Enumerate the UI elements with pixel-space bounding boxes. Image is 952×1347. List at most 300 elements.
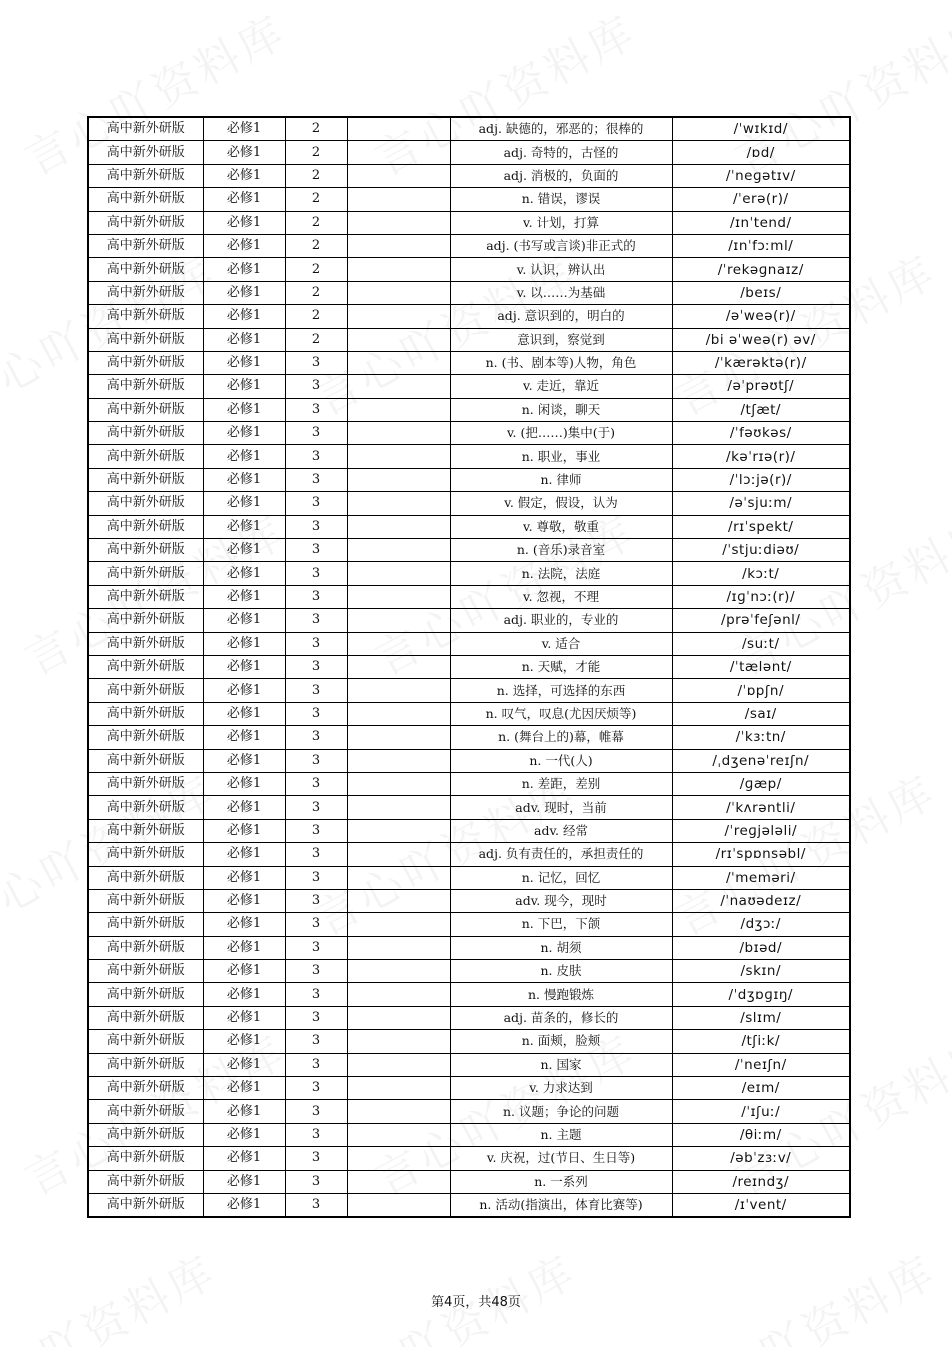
volume-cell: 必修1	[203, 749, 285, 772]
word-cell	[347, 211, 450, 234]
phonetic-cell: /ɪɡˈnɔː(r)/	[672, 585, 850, 608]
volume-cell: 必修1	[203, 936, 285, 959]
phonetic-cell: /dʒɔː/	[672, 913, 850, 936]
unit-cell: 2	[285, 211, 347, 234]
word-cell	[347, 141, 450, 164]
table-row	[88, 1100, 850, 1123]
table-row	[88, 936, 850, 959]
textbook-cell: 高中新外研版	[88, 188, 203, 211]
phonetic-cell: /əbˈzɜːv/	[672, 1147, 850, 1170]
textbook-cell: 高中新外研版	[88, 351, 203, 374]
volume-cell: 必修1	[203, 351, 285, 374]
word-cell	[347, 585, 450, 608]
unit-cell: 3	[285, 983, 347, 1006]
word-cell	[347, 936, 450, 959]
unit-cell: 3	[285, 351, 347, 374]
word-cell	[347, 468, 450, 491]
volume-cell: 必修1	[203, 515, 285, 538]
phonetic-cell: /ˌdʒenəˈreɪʃn/	[672, 749, 850, 772]
word-cell	[347, 655, 450, 678]
volume-cell: 必修1	[203, 632, 285, 655]
unit-cell: 2	[285, 141, 347, 164]
phonetic-cell: /ˈlɔːjə(r)/	[672, 468, 850, 491]
word-cell	[347, 351, 450, 374]
unit-cell: 3	[285, 1193, 347, 1217]
unit-cell: 2	[285, 281, 347, 304]
unit-cell: 2	[285, 188, 347, 211]
textbook-cell: 高中新外研版	[88, 468, 203, 491]
meaning-cell: adj. (书写或言谈)非正式的	[450, 234, 672, 257]
table-row	[88, 913, 850, 936]
unit-cell: 3	[285, 1030, 347, 1053]
word-cell	[347, 866, 450, 889]
volume-cell: 必修1	[203, 960, 285, 983]
textbook-cell: 高中新外研版	[88, 655, 203, 678]
word-cell	[347, 281, 450, 304]
word-cell	[347, 702, 450, 725]
table-row	[88, 422, 850, 445]
phonetic-cell: /ɪnˈtend/	[672, 211, 850, 234]
meaning-cell: v. 适合	[450, 632, 672, 655]
textbook-cell: 高中新外研版	[88, 1030, 203, 1053]
textbook-cell: 高中新外研版	[88, 375, 203, 398]
phonetic-cell: /suːt/	[672, 632, 850, 655]
volume-cell: 必修1	[203, 281, 285, 304]
volume-cell: 必修1	[203, 679, 285, 702]
unit-cell: 3	[285, 655, 347, 678]
phonetic-cell: /tʃæt/	[672, 398, 850, 421]
vocabulary-table-body	[88, 117, 850, 1217]
textbook-cell: 高中新外研版	[88, 936, 203, 959]
textbook-cell: 高中新外研版	[88, 843, 203, 866]
table-row	[88, 1147, 850, 1170]
word-cell	[347, 398, 450, 421]
volume-cell: 必修1	[203, 328, 285, 351]
volume-cell: 必修1	[203, 305, 285, 328]
phonetic-cell: /prəˈfeʃənl/	[672, 609, 850, 632]
phonetic-cell: /skɪn/	[672, 960, 850, 983]
volume-cell: 必修1	[203, 655, 285, 678]
volume-cell: 必修1	[203, 1170, 285, 1193]
table-row	[88, 211, 850, 234]
word-cell	[347, 328, 450, 351]
meaning-cell: v. 认识，辨认出	[450, 258, 672, 281]
phonetic-cell: /ɪˈvent/	[672, 1193, 850, 1217]
word-cell	[347, 609, 450, 632]
textbook-cell: 高中新外研版	[88, 866, 203, 889]
word-cell	[347, 960, 450, 983]
word-cell	[347, 726, 450, 749]
phonetic-cell: /ˈerə(r)/	[672, 188, 850, 211]
meaning-cell: n. 下巴，下颌	[450, 913, 672, 936]
unit-cell: 3	[285, 632, 347, 655]
volume-cell: 必修1	[203, 1123, 285, 1146]
word-cell	[347, 889, 450, 912]
meaning-cell: n. 记忆，回忆	[450, 866, 672, 889]
word-cell	[347, 983, 450, 1006]
textbook-cell: 高中新外研版	[88, 1053, 203, 1076]
meaning-cell: adj. 意识到的，明白的	[450, 305, 672, 328]
unit-cell: 3	[285, 515, 347, 538]
textbook-cell: 高中新外研版	[88, 1077, 203, 1100]
textbook-cell: 高中新外研版	[88, 1170, 203, 1193]
textbook-cell: 高中新外研版	[88, 1100, 203, 1123]
table-row	[88, 117, 850, 141]
table-row	[88, 164, 850, 187]
phonetic-cell: /beɪs/	[672, 281, 850, 304]
textbook-cell: 高中新外研版	[88, 1147, 203, 1170]
phonetic-cell: /ɪnˈfɔːml/	[672, 234, 850, 257]
textbook-cell: 高中新外研版	[88, 702, 203, 725]
unit-cell: 3	[285, 819, 347, 842]
meaning-cell: n. 议题；争论的问题	[450, 1100, 672, 1123]
meaning-cell: 意识到，察觉到	[450, 328, 672, 351]
volume-cell: 必修1	[203, 913, 285, 936]
table-row	[88, 609, 850, 632]
meaning-cell: n. 法院，法庭	[450, 562, 672, 585]
meaning-cell: adj. 奇特的，古怪的	[450, 141, 672, 164]
word-cell	[347, 749, 450, 772]
textbook-cell: 高中新外研版	[88, 1123, 203, 1146]
word-cell	[347, 1030, 450, 1053]
textbook-cell: 高中新外研版	[88, 164, 203, 187]
textbook-cell: 高中新外研版	[88, 913, 203, 936]
unit-cell: 3	[285, 1170, 347, 1193]
phonetic-cell: /ˈrekəɡnaɪz/	[672, 258, 850, 281]
word-cell	[347, 234, 450, 257]
table-row	[88, 889, 850, 912]
volume-cell: 必修1	[203, 843, 285, 866]
table-row	[88, 819, 850, 842]
word-cell	[347, 1147, 450, 1170]
phonetic-cell: /ˈmeməri/	[672, 866, 850, 889]
volume-cell: 必修1	[203, 1053, 285, 1076]
word-cell	[347, 632, 450, 655]
word-cell	[347, 819, 450, 842]
volume-cell: 必修1	[203, 819, 285, 842]
word-cell	[347, 375, 450, 398]
phonetic-cell: /ˈfəʊkəs/	[672, 422, 850, 445]
phonetic-cell: /ˈkɜːtn/	[672, 726, 850, 749]
textbook-cell: 高中新外研版	[88, 796, 203, 819]
textbook-cell: 高中新外研版	[88, 749, 203, 772]
phonetic-cell: /slɪm/	[672, 1006, 850, 1029]
table-row	[88, 375, 850, 398]
word-cell	[347, 492, 450, 515]
unit-cell: 3	[285, 1123, 347, 1146]
volume-cell: 必修1	[203, 889, 285, 912]
textbook-cell: 高中新外研版	[88, 1193, 203, 1217]
table-row	[88, 1077, 850, 1100]
table-row	[88, 702, 850, 725]
word-cell	[347, 843, 450, 866]
unit-cell: 3	[285, 749, 347, 772]
textbook-cell: 高中新外研版	[88, 515, 203, 538]
meaning-cell: n. 面颊，脸颊	[450, 1030, 672, 1053]
phonetic-cell: /bɪəd/	[672, 936, 850, 959]
table-row	[88, 515, 850, 538]
volume-cell: 必修1	[203, 375, 285, 398]
meaning-cell: v. 计划，打算	[450, 211, 672, 234]
textbook-cell: 高中新外研版	[88, 328, 203, 351]
textbook-cell: 高中新外研版	[88, 141, 203, 164]
word-cell	[347, 422, 450, 445]
word-cell	[347, 1170, 450, 1193]
phonetic-cell: /θiːm/	[672, 1123, 850, 1146]
meaning-cell: adv. 经常	[450, 819, 672, 842]
volume-cell: 必修1	[203, 1100, 285, 1123]
table-row	[88, 585, 850, 608]
volume-cell: 必修1	[203, 211, 285, 234]
table-row	[88, 749, 850, 772]
phonetic-cell: /əˈweə(r)/	[672, 305, 850, 328]
meaning-cell: n. 闲谈，聊天	[450, 398, 672, 421]
volume-cell: 必修1	[203, 468, 285, 491]
meaning-cell: n. 皮肤	[450, 960, 672, 983]
phonetic-cell: /əˈprəʊtʃ/	[672, 375, 850, 398]
unit-cell: 3	[285, 609, 347, 632]
table-row	[88, 1006, 850, 1029]
volume-cell: 必修1	[203, 796, 285, 819]
unit-cell: 3	[285, 772, 347, 795]
unit-cell: 3	[285, 889, 347, 912]
table-row	[88, 983, 850, 1006]
table-row	[88, 679, 850, 702]
meaning-cell: adv. 现时，当前	[450, 796, 672, 819]
unit-cell: 3	[285, 936, 347, 959]
unit-cell: 2	[285, 258, 347, 281]
phonetic-cell: /bi əˈweə(r) əv/	[672, 328, 850, 351]
phonetic-cell: /kɔːt/	[672, 562, 850, 585]
unit-cell: 3	[285, 843, 347, 866]
table-row	[88, 1123, 850, 1146]
meaning-cell: v. 力求达到	[450, 1077, 672, 1100]
table-row	[88, 328, 850, 351]
textbook-cell: 高中新外研版	[88, 819, 203, 842]
unit-cell: 3	[285, 960, 347, 983]
unit-cell: 3	[285, 866, 347, 889]
textbook-cell: 高中新外研版	[88, 632, 203, 655]
table-row	[88, 141, 850, 164]
phonetic-cell: /rɪˈspekt/	[672, 515, 850, 538]
textbook-cell: 高中新外研版	[88, 889, 203, 912]
textbook-cell: 高中新外研版	[88, 234, 203, 257]
table-row	[88, 655, 850, 678]
meaning-cell: n. 叹气，叹息(尤因厌烦等)	[450, 702, 672, 725]
word-cell	[347, 562, 450, 585]
phonetic-cell: /reɪndʒ/	[672, 1170, 850, 1193]
textbook-cell: 高中新外研版	[88, 772, 203, 795]
meaning-cell: v. (把……)集中(于)	[450, 422, 672, 445]
volume-cell: 必修1	[203, 585, 285, 608]
phonetic-cell: /ˈɪʃuː/	[672, 1100, 850, 1123]
phonetic-cell: /ˈstjuːdiəʊ/	[672, 539, 850, 562]
meaning-cell: n. 主题	[450, 1123, 672, 1146]
table-row	[88, 234, 850, 257]
table-row	[88, 351, 850, 374]
volume-cell: 必修1	[203, 562, 285, 585]
word-cell	[347, 1123, 450, 1146]
page-number: 第4页，共48页	[431, 1295, 521, 1310]
phonetic-cell: /ˈdʒɒɡɪŋ/	[672, 983, 850, 1006]
unit-cell: 3	[285, 422, 347, 445]
word-cell	[347, 117, 450, 141]
meaning-cell: n. 差距，差别	[450, 772, 672, 795]
textbook-cell: 高中新外研版	[88, 539, 203, 562]
meaning-cell: v. 假定，假设，认为	[450, 492, 672, 515]
phonetic-cell: /ɡæp/	[672, 772, 850, 795]
table-row	[88, 866, 850, 889]
volume-cell: 必修1	[203, 164, 285, 187]
unit-cell: 2	[285, 117, 347, 141]
phonetic-cell: /rɪˈspɒnsəbl/	[672, 843, 850, 866]
table-row	[88, 960, 850, 983]
unit-cell: 3	[285, 585, 347, 608]
unit-cell: 3	[285, 539, 347, 562]
word-cell	[347, 258, 450, 281]
textbook-cell: 高中新外研版	[88, 562, 203, 585]
textbook-cell: 高中新外研版	[88, 281, 203, 304]
table-row	[88, 796, 850, 819]
phonetic-cell: /ˈnaʊədeɪz/	[672, 889, 850, 912]
volume-cell: 必修1	[203, 188, 285, 211]
unit-cell: 3	[285, 796, 347, 819]
volume-cell: 必修1	[203, 609, 285, 632]
word-cell	[347, 515, 450, 538]
unit-cell: 3	[285, 726, 347, 749]
unit-cell: 3	[285, 1147, 347, 1170]
volume-cell: 必修1	[203, 258, 285, 281]
table-row	[88, 726, 850, 749]
meaning-cell: n. (书、剧本等)人物，角色	[450, 351, 672, 374]
table-row	[88, 843, 850, 866]
table-row	[88, 539, 850, 562]
meaning-cell: adj. 负有责任的，承担责任的	[450, 843, 672, 866]
textbook-cell: 高中新外研版	[88, 960, 203, 983]
volume-cell: 必修1	[203, 1030, 285, 1053]
volume-cell: 必修1	[203, 702, 285, 725]
word-cell	[347, 772, 450, 795]
unit-cell: 2	[285, 164, 347, 187]
word-cell	[347, 679, 450, 702]
phonetic-cell: /ˈreɡjələli/	[672, 819, 850, 842]
phonetic-cell: /ˈkærəktə(r)/	[672, 351, 850, 374]
volume-cell: 必修1	[203, 398, 285, 421]
table-row	[88, 1030, 850, 1053]
volume-cell: 必修1	[203, 492, 285, 515]
volume-cell: 必修1	[203, 117, 285, 141]
table-row	[88, 562, 850, 585]
volume-cell: 必修1	[203, 1077, 285, 1100]
phonetic-cell: /ˈɒpʃn/	[672, 679, 850, 702]
textbook-cell: 高中新外研版	[88, 422, 203, 445]
table-row	[88, 281, 850, 304]
volume-cell: 必修1	[203, 539, 285, 562]
textbook-cell: 高中新外研版	[88, 983, 203, 1006]
meaning-cell: v. 庆祝，过(节日、生日等)	[450, 1147, 672, 1170]
word-cell	[347, 1053, 450, 1076]
word-cell	[347, 913, 450, 936]
meaning-cell: n. 一系列	[450, 1170, 672, 1193]
meaning-cell: adv. 现今，现时	[450, 889, 672, 912]
phonetic-cell: /ˈneɡətɪv/	[672, 164, 850, 187]
unit-cell: 3	[285, 1053, 347, 1076]
table-row	[88, 445, 850, 468]
word-cell	[347, 445, 450, 468]
volume-cell: 必修1	[203, 1193, 285, 1217]
volume-cell: 必修1	[203, 866, 285, 889]
meaning-cell: n. (舞台上的)幕，帷幕	[450, 726, 672, 749]
table-row	[88, 1053, 850, 1076]
meaning-cell: v. 忽视，不理	[450, 585, 672, 608]
volume-cell: 必修1	[203, 983, 285, 1006]
table-row	[88, 398, 850, 421]
textbook-cell: 高中新外研版	[88, 726, 203, 749]
textbook-cell: 高中新外研版	[88, 117, 203, 141]
word-cell	[347, 164, 450, 187]
unit-cell: 3	[285, 562, 347, 585]
unit-cell: 2	[285, 328, 347, 351]
meaning-cell: n. 慢跑锻炼	[450, 983, 672, 1006]
phonetic-cell: /ˈneɪʃn/	[672, 1053, 850, 1076]
table-row	[88, 1170, 850, 1193]
phonetic-cell: /əˈsjuːm/	[672, 492, 850, 515]
vocabulary-table	[87, 116, 851, 1218]
unit-cell: 3	[285, 445, 347, 468]
volume-cell: 必修1	[203, 772, 285, 795]
textbook-cell: 高中新外研版	[88, 258, 203, 281]
meaning-cell: n. 一代(人)	[450, 749, 672, 772]
unit-cell: 3	[285, 702, 347, 725]
meaning-cell: n. 错误，谬误	[450, 188, 672, 211]
volume-cell: 必修1	[203, 1006, 285, 1029]
textbook-cell: 高中新外研版	[88, 445, 203, 468]
table-row	[88, 468, 850, 491]
phonetic-cell: /ˈkʌrəntli/	[672, 796, 850, 819]
textbook-cell: 高中新外研版	[88, 492, 203, 515]
table-row	[88, 305, 850, 328]
volume-cell: 必修1	[203, 445, 285, 468]
meaning-cell: n. 胡须	[450, 936, 672, 959]
textbook-cell: 高中新外研版	[88, 305, 203, 328]
word-cell	[347, 188, 450, 211]
phonetic-cell: /kəˈrɪə(r)/	[672, 445, 850, 468]
meaning-cell: n. 活动(指演出，体育比赛等)	[450, 1193, 672, 1217]
meaning-cell: v. 以……为基础	[450, 281, 672, 304]
unit-cell: 3	[285, 492, 347, 515]
textbook-cell: 高中新外研版	[88, 609, 203, 632]
textbook-cell: 高中新外研版	[88, 679, 203, 702]
meaning-cell: n. 天赋，才能	[450, 655, 672, 678]
unit-cell: 2	[285, 234, 347, 257]
volume-cell: 必修1	[203, 726, 285, 749]
unit-cell: 3	[285, 679, 347, 702]
textbook-cell: 高中新外研版	[88, 585, 203, 608]
meaning-cell: adj. 消极的，负面的	[450, 164, 672, 187]
textbook-cell: 高中新外研版	[88, 211, 203, 234]
meaning-cell: n. 律师	[450, 468, 672, 491]
volume-cell: 必修1	[203, 234, 285, 257]
table-row	[88, 258, 850, 281]
unit-cell: 3	[285, 1077, 347, 1100]
volume-cell: 必修1	[203, 422, 285, 445]
table-row	[88, 492, 850, 515]
word-cell	[347, 1077, 450, 1100]
phonetic-cell: /ˈwɪkɪd/	[672, 117, 850, 141]
meaning-cell: adj. 缺德的，邪恶的；很棒的	[450, 117, 672, 141]
word-cell	[347, 1193, 450, 1217]
meaning-cell: n. 国家	[450, 1053, 672, 1076]
